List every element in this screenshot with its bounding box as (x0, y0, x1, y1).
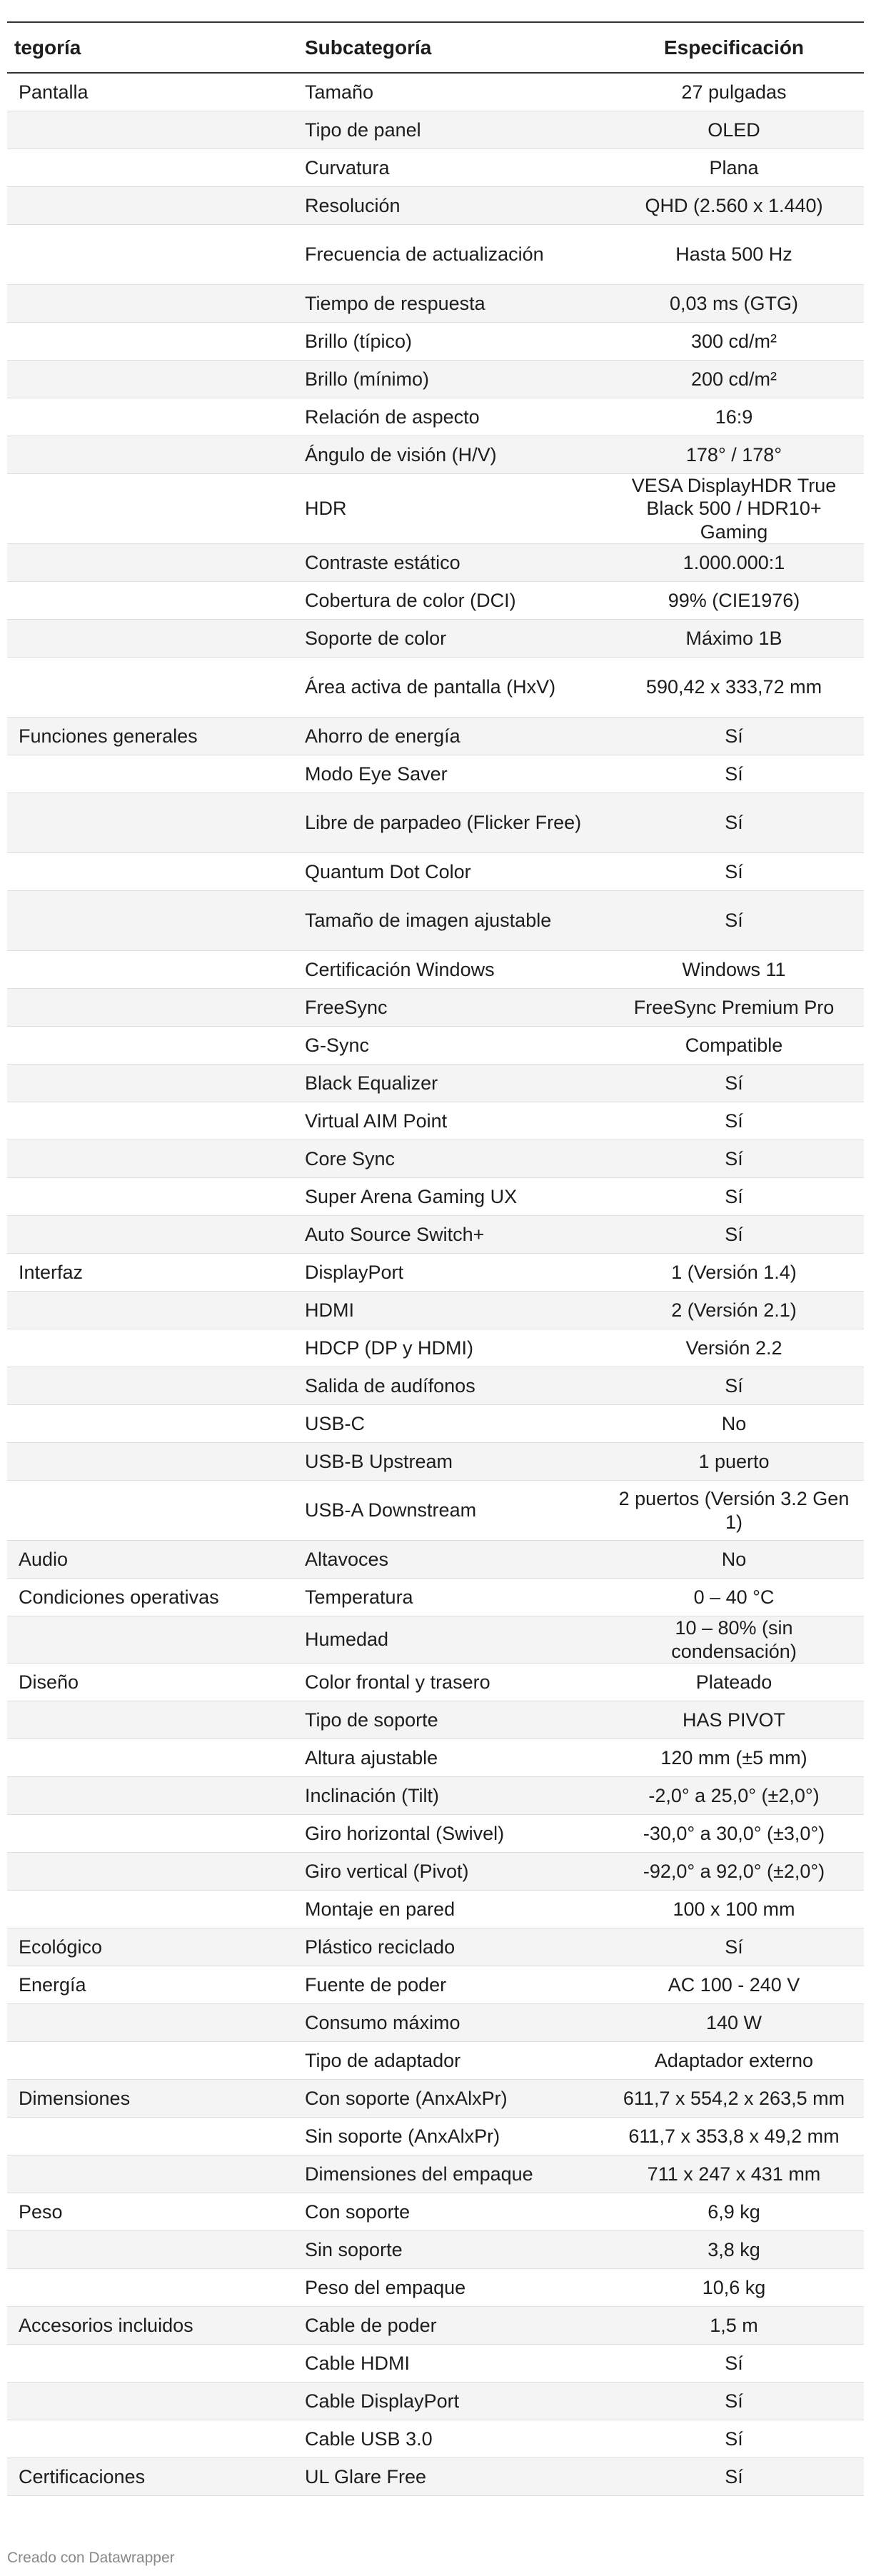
table-row (7, 1541, 864, 1579)
table-row (7, 2382, 864, 2420)
subcategory-cell: Sin soporte (AnxAlxPr) (293, 2117, 604, 2155)
table-row (7, 474, 864, 544)
category-cell (7, 1616, 293, 1664)
category-cell (7, 1701, 293, 1739)
footer-credit: Creado con Datawrapper (7, 2550, 175, 2566)
table-row (7, 2041, 864, 2079)
subcategory-cell: Montaje en pared (293, 1890, 604, 1928)
table-row (7, 1739, 864, 1776)
specification-cell: FreeSync Premium Pro (604, 989, 864, 1027)
table-row (7, 1443, 864, 1481)
spec-table (7, 21, 864, 2496)
subcategory-cell: Cable USB 3.0 (293, 2420, 604, 2457)
table-row (7, 891, 864, 951)
subcategory-cell: Relación de aspecto (293, 398, 604, 436)
category-cell (7, 793, 293, 853)
specification-cell: 120 mm (±5 mm) (604, 1739, 864, 1776)
specification-cell: Compatible (604, 1027, 864, 1065)
subcategory-cell: Ahorro de energía (293, 718, 604, 755)
category-cell: Condiciones operativas (7, 1579, 293, 1616)
specification-cell: Plateado (604, 1663, 864, 1701)
category-cell (7, 620, 293, 658)
table-row (7, 149, 864, 187)
category-cell (7, 2420, 293, 2457)
subcategory-cell: UL Glare Free (293, 2457, 604, 2495)
category-cell (7, 1065, 293, 1102)
table-row (7, 1216, 864, 1254)
table-row (7, 1405, 864, 1443)
table-row (7, 2079, 864, 2117)
table-row (7, 793, 864, 853)
table-row (7, 1065, 864, 1102)
table-row (7, 187, 864, 225)
specification-cell: Plana (604, 149, 864, 187)
category-cell (7, 1443, 293, 1481)
category-cell (7, 755, 293, 793)
subcategory-cell: USB-B Upstream (293, 1443, 604, 1481)
subcategory-cell: Sin soporte (293, 2230, 604, 2268)
category-cell (7, 1814, 293, 1852)
category-cell (7, 2155, 293, 2193)
table-row (7, 1329, 864, 1367)
subcategory-cell: Frecuencia de actualización (293, 225, 604, 285)
specification-cell: 27 pulgadas (604, 73, 864, 111)
subcategory-cell: Cable DisplayPort (293, 2382, 604, 2420)
subcategory-cell: Color frontal y trasero (293, 1663, 604, 1701)
category-cell (7, 1140, 293, 1178)
category-cell: Accesorios incluidos (7, 2306, 293, 2344)
subcategory-cell: Temperatura (293, 1579, 604, 1616)
subcategory-cell: Giro vertical (Pivot) (293, 1852, 604, 1890)
table-row (7, 2155, 864, 2193)
category-cell (7, 2117, 293, 2155)
table-row (7, 285, 864, 323)
specification-cell: 2 puertos (Versión 3.2 Gen 1) (604, 1481, 864, 1541)
subcategory-cell: Dimensiones del empaque (293, 2155, 604, 2193)
subcategory-cell: Peso del empaque (293, 2268, 604, 2306)
specification-cell: Sí (604, 891, 864, 951)
subcategory-cell: Super Arena Gaming UX (293, 1178, 604, 1216)
table-row (7, 2457, 864, 2495)
subcategory-cell: Virtual AIM Point (293, 1102, 604, 1140)
subcategory-cell: USB-C (293, 1405, 604, 1443)
table-row (7, 620, 864, 658)
subcategory-cell: Con soporte (293, 2193, 604, 2230)
specification-cell: Adaptador externo (604, 2041, 864, 2079)
specification-cell: 10 – 80% (sin condensación) (604, 1616, 864, 1664)
category-cell (7, 1890, 293, 1928)
specification-cell: HAS PIVOT (604, 1701, 864, 1739)
table-row (7, 361, 864, 398)
subcategory-cell: Black Equalizer (293, 1065, 604, 1102)
table-row (7, 989, 864, 1027)
table-row (7, 582, 864, 620)
specification-cell: 711 x 247 x 431 mm (604, 2155, 864, 2193)
category-cell: Dimensiones (7, 2079, 293, 2117)
table-row (7, 2230, 864, 2268)
subcategory-cell: Tamaño (293, 73, 604, 111)
subcategory-cell: Quantum Dot Color (293, 853, 604, 891)
category-cell (7, 891, 293, 951)
specification-cell: 1,5 m (604, 2306, 864, 2344)
category-cell (7, 436, 293, 474)
subcategory-cell: Core Sync (293, 1140, 604, 1178)
subcategory-cell: Brillo (mínimo) (293, 361, 604, 398)
category-cell (7, 187, 293, 225)
subcategory-cell: Con soporte (AnxAlxPr) (293, 2079, 604, 2117)
category-cell (7, 149, 293, 187)
specification-cell: -92,0° a 92,0° (±2,0°) (604, 1852, 864, 1890)
specification-cell: Sí (604, 2382, 864, 2420)
table-row (7, 398, 864, 436)
table-row (7, 2193, 864, 2230)
header-subcategory: Subcategoría (293, 22, 604, 73)
table-header (7, 22, 864, 73)
category-cell (7, 1367, 293, 1405)
table-row (7, 1701, 864, 1739)
specification-cell: Máximo 1B (604, 620, 864, 658)
specification-cell: Sí (604, 1928, 864, 1966)
category-cell (7, 1102, 293, 1140)
table-row (7, 1178, 864, 1216)
category-cell (7, 2003, 293, 2041)
subcategory-cell: Tamaño de imagen ajustable (293, 891, 604, 951)
subcategory-cell: Salida de audífonos (293, 1367, 604, 1405)
subcategory-cell: Modo Eye Saver (293, 755, 604, 793)
category-cell (7, 1481, 293, 1541)
category-cell (7, 398, 293, 436)
table-row (7, 1890, 864, 1928)
specification-cell: -2,0° a 25,0° (±2,0°) (604, 1776, 864, 1814)
subcategory-cell: HDR (293, 474, 604, 544)
subcategory-cell: USB-A Downstream (293, 1481, 604, 1541)
table-row (7, 436, 864, 474)
specification-cell: 0 – 40 °C (604, 1579, 864, 1616)
table-row (7, 544, 864, 582)
table-body (7, 73, 864, 2495)
subcategory-cell: HDCP (DP y HDMI) (293, 1329, 604, 1367)
table-row (7, 1027, 864, 1065)
table-row (7, 111, 864, 149)
category-cell (7, 2041, 293, 2079)
category-cell (7, 1292, 293, 1329)
subcategory-cell: Libre de parpadeo (Flicker Free) (293, 793, 604, 853)
subcategory-cell: Soporte de color (293, 620, 604, 658)
specification-cell: Sí (604, 853, 864, 891)
specification-cell: No (604, 1541, 864, 1579)
specification-cell: No (604, 1405, 864, 1443)
subcategory-cell: Humedad (293, 1616, 604, 1664)
header-specification: Especificación (604, 22, 864, 73)
specification-cell: Sí (604, 1065, 864, 1102)
specification-cell: Sí (604, 755, 864, 793)
category-cell: Certificaciones (7, 2457, 293, 2495)
category-cell (7, 1852, 293, 1890)
subcategory-cell: DisplayPort (293, 1254, 604, 1292)
category-cell: Ecológico (7, 1928, 293, 1966)
subcategory-cell: Certificación Windows (293, 951, 604, 989)
specification-cell: 1 puerto (604, 1443, 864, 1481)
specification-cell: 99% (CIE1976) (604, 582, 864, 620)
subcategory-cell: Tipo de panel (293, 111, 604, 149)
category-cell (7, 1405, 293, 1443)
specification-cell: VESA DisplayHDR True Black 500 / HDR10+ Gaming (604, 474, 864, 544)
category-cell (7, 658, 293, 718)
table-row (7, 1616, 864, 1664)
category-cell (7, 1178, 293, 1216)
subcategory-cell: Giro horizontal (Swivel) (293, 1814, 604, 1852)
specification-cell: Sí (604, 2457, 864, 2495)
subcategory-cell: Auto Source Switch+ (293, 1216, 604, 1254)
specification-cell: QHD (2.560 x 1.440) (604, 187, 864, 225)
specification-cell: 6,9 kg (604, 2193, 864, 2230)
table-row (7, 1814, 864, 1852)
category-cell (7, 111, 293, 149)
category-cell: Peso (7, 2193, 293, 2230)
category-cell (7, 323, 293, 361)
table-row (7, 225, 864, 285)
table-row (7, 951, 864, 989)
category-cell (7, 2268, 293, 2306)
table-row (7, 2003, 864, 2041)
category-cell: Energía (7, 1966, 293, 2003)
category-cell (7, 951, 293, 989)
specification-cell: 140 W (604, 2003, 864, 2041)
table-row (7, 1254, 864, 1292)
subcategory-cell: Cable de poder (293, 2306, 604, 2344)
subcategory-cell: Tipo de adaptador (293, 2041, 604, 2079)
category-cell (7, 1027, 293, 1065)
subcategory-cell: Inclinación (Tilt) (293, 1776, 604, 1814)
category-cell (7, 853, 293, 891)
table-row (7, 1852, 864, 1890)
subcategory-cell: Altavoces (293, 1541, 604, 1579)
category-cell: Diseño (7, 1663, 293, 1701)
specification-cell: 2 (Versión 2.1) (604, 1292, 864, 1329)
category-cell (7, 1329, 293, 1367)
specification-cell: Sí (604, 793, 864, 853)
subcategory-cell: Tiempo de respuesta (293, 285, 604, 323)
specification-cell: 200 cd/m² (604, 361, 864, 398)
category-cell: Funciones generales (7, 718, 293, 755)
category-cell (7, 989, 293, 1027)
table-row (7, 2268, 864, 2306)
category-cell (7, 2344, 293, 2382)
header-row (7, 22, 864, 73)
subcategory-cell: Cobertura de color (DCI) (293, 582, 604, 620)
table-row (7, 2306, 864, 2344)
table-row (7, 323, 864, 361)
specification-cell: 611,7 x 554,2 x 263,5 mm (604, 2079, 864, 2117)
subcategory-cell: Consumo máximo (293, 2003, 604, 2041)
table-row (7, 1579, 864, 1616)
subcategory-cell: Brillo (típico) (293, 323, 604, 361)
category-cell: Interfaz (7, 1254, 293, 1292)
category-cell (7, 582, 293, 620)
table-row (7, 1292, 864, 1329)
specification-cell: OLED (604, 111, 864, 149)
specification-cell: 1 (Versión 1.4) (604, 1254, 864, 1292)
category-cell (7, 285, 293, 323)
specification-cell: 178° / 178° (604, 436, 864, 474)
specification-cell: Versión 2.2 (604, 1329, 864, 1367)
subcategory-cell: FreeSync (293, 989, 604, 1027)
table-row (7, 718, 864, 755)
specification-cell: 1.000.000:1 (604, 544, 864, 582)
specification-cell: 590,42 x 333,72 mm (604, 658, 864, 718)
table-row (7, 1776, 864, 1814)
table-row (7, 1481, 864, 1541)
table-row (7, 1367, 864, 1405)
specification-cell: Sí (604, 1216, 864, 1254)
subcategory-cell: Fuente de poder (293, 1966, 604, 2003)
specification-cell: 16:9 (604, 398, 864, 436)
specification-cell: Sí (604, 1367, 864, 1405)
table-row (7, 658, 864, 718)
subcategory-cell: Contraste estático (293, 544, 604, 582)
specification-cell: 300 cd/m² (604, 323, 864, 361)
subcategory-cell: Área activa de pantalla (HxV) (293, 658, 604, 718)
subcategory-cell: Ángulo de visión (H/V) (293, 436, 604, 474)
header-category: tegoría (7, 22, 293, 73)
subcategory-cell: Curvatura (293, 149, 604, 187)
specification-cell: Sí (604, 2420, 864, 2457)
specification-cell: AC 100 - 240 V (604, 1966, 864, 2003)
specification-cell: Sí (604, 2344, 864, 2382)
table-row (7, 1966, 864, 2003)
table-row (7, 1102, 864, 1140)
category-cell (7, 1216, 293, 1254)
category-cell (7, 2230, 293, 2268)
subcategory-cell: Cable HDMI (293, 2344, 604, 2382)
specification-cell: 100 x 100 mm (604, 1890, 864, 1928)
specification-cell: -30,0° a 30,0° (±3,0°) (604, 1814, 864, 1852)
table-row (7, 755, 864, 793)
specification-cell: Windows 11 (604, 951, 864, 989)
subcategory-cell: HDMI (293, 1292, 604, 1329)
category-cell (7, 474, 293, 544)
specification-cell: 10,6 kg (604, 2268, 864, 2306)
subcategory-cell: Plástico reciclado (293, 1928, 604, 1966)
category-cell (7, 1776, 293, 1814)
table-row (7, 1140, 864, 1178)
table-row (7, 2344, 864, 2382)
category-cell (7, 225, 293, 285)
table-row (7, 73, 864, 111)
subcategory-cell: Altura ajustable (293, 1739, 604, 1776)
category-cell: Audio (7, 1541, 293, 1579)
specification-cell: Sí (604, 1140, 864, 1178)
specification-cell: 3,8 kg (604, 2230, 864, 2268)
specification-cell: Sí (604, 1102, 864, 1140)
category-cell: Pantalla (7, 73, 293, 111)
subcategory-cell: Tipo de soporte (293, 1701, 604, 1739)
specification-cell: Hasta 500 Hz (604, 225, 864, 285)
category-cell (7, 1739, 293, 1776)
table-row (7, 2117, 864, 2155)
table-row (7, 2420, 864, 2457)
table-row (7, 1928, 864, 1966)
subcategory-cell: G-Sync (293, 1027, 604, 1065)
specification-cell: Sí (604, 718, 864, 755)
specification-cell: 0,03 ms (GTG) (604, 285, 864, 323)
specification-cell: 611,7 x 353,8 x 49,2 mm (604, 2117, 864, 2155)
category-cell (7, 544, 293, 582)
subcategory-cell: Resolución (293, 187, 604, 225)
category-cell (7, 361, 293, 398)
spec-table-container (7, 21, 864, 2496)
table-row (7, 1663, 864, 1701)
specification-cell: Sí (604, 1178, 864, 1216)
table-row (7, 853, 864, 891)
category-cell (7, 2382, 293, 2420)
